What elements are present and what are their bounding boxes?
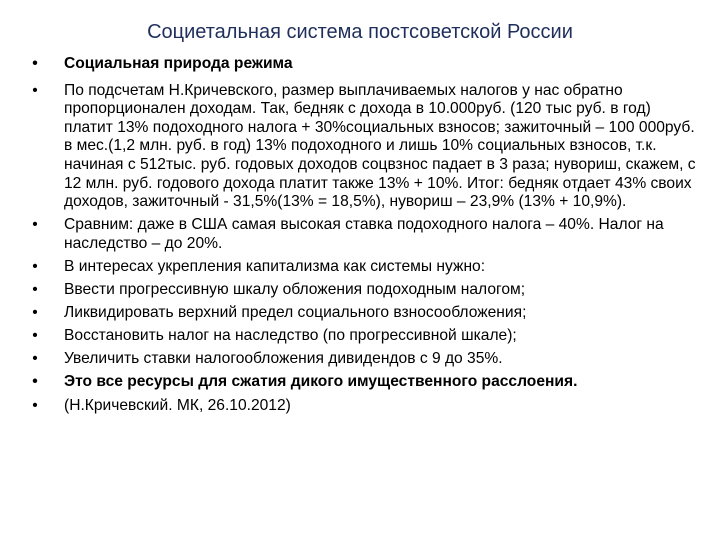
bullet-item (28, 55, 698, 74)
bullet-item (28, 397, 698, 416)
bullet-point-icon: • (32, 55, 38, 72)
bullet-item (28, 82, 698, 212)
bullet-text: Ликвидировать верхний предел социального взносообложения; (64, 304, 527, 322)
bullet-text: Увеличить ставки налогообложения дивидендов с 9 до 35%. (64, 350, 503, 368)
bullet-point-icon: • (32, 327, 38, 345)
bullet-text: Восстановить налог на наследство (по прогрессивной шкале); (64, 327, 517, 345)
bullet-text: Сравним: даже в США самая высокая ставка подоходного налога – 40%. Налог на наследство – до 20%. (64, 216, 664, 252)
bullet-text: Ввести прогрессивную шкалу обложения подоходным налогом; (64, 281, 526, 299)
bullet-point-icon: • (32, 281, 38, 299)
bullet-point-icon: • (32, 396, 38, 414)
bullet-item (28, 350, 698, 369)
bullet-item (28, 216, 698, 253)
bullet-list (28, 55, 698, 420)
bullet-text: Это все ресурсы для сжатия дикого имущественного расслоения. (64, 373, 578, 391)
bullet-item (28, 373, 698, 392)
bullet-text: (Н.Кричевский. МК, 26.10.2012) (64, 396, 291, 414)
bullet-point-icon: • (32, 350, 38, 368)
bullet-point-icon: • (32, 257, 38, 275)
bullet-point-icon: • (32, 304, 38, 322)
bullet-item (28, 304, 698, 323)
bullet-point-icon: • (32, 373, 38, 391)
bullet-item (28, 327, 698, 346)
bullet-text: Социальная природа режима (64, 55, 293, 72)
bullet-point-icon: • (32, 81, 38, 99)
slide-title: Социетальная система постсоветской России (147, 21, 573, 43)
bullet-point-icon: • (32, 216, 38, 234)
bullet-text: По подсчетам Н.Кричевского, размер выплачиваемых налогов у нас обратно пропорционален доходам. Так, бедняк с дохода в 10.000руб. (120 тыс руб. в год) платит 13% подоходного налога + 30%социальных взносов; зажиточный – 100 000руб. в мес.(1,2 млн. руб. в год) 13% подоходного и лишь 10% социальных взносов, т.к. начиная с 512тыс. руб. годовых доходов соцвзнос падает в 3 раза; нувориш, скажем, с 12 млн. руб. годового дохода платит также 13% + 10%. Итог: бедняк отдает 43% своих доходов, зажиточный - 31,5%(13% = 18,5%), нувориш – 23,9% (13% + 10,9%). (64, 81, 696, 211)
bullet-item (28, 281, 698, 300)
bullet-item (28, 258, 698, 277)
bullet-text: В интересах укрепления капитализма как системы нужно: (64, 257, 486, 275)
